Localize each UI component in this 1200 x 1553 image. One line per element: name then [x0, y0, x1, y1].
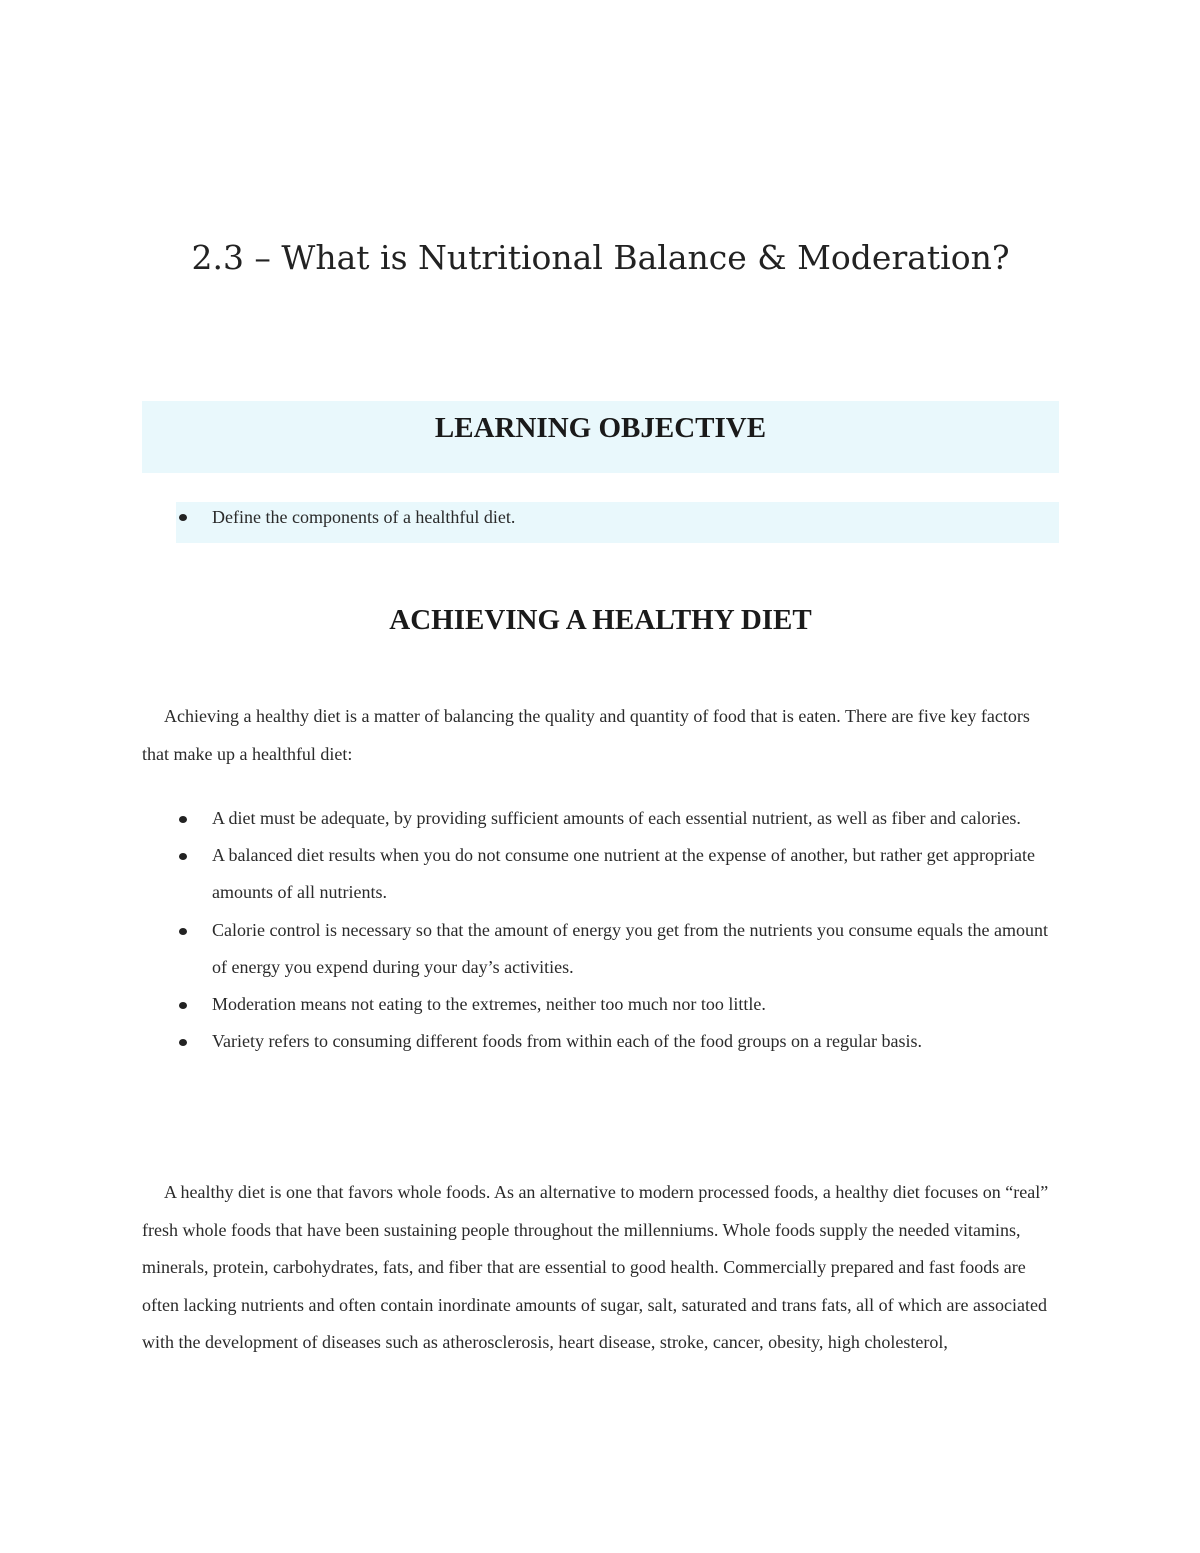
page-title: 2.3 – What is Nutritional Balance & Moderation? — [191, 238, 1010, 277]
factor-item-variety: Variety refers to consuming different foods from within each of the food groups on a regular basis. — [176, 1023, 1059, 1060]
document-page — [142, 0, 1059, 1553]
learning-objective-item: Define the components of a healthful diet. — [176, 502, 1059, 533]
section-heading: ACHIEVING A HEALTHY DIET — [389, 604, 812, 636]
factor-item-calorie-control: Calorie control is necessary so that the amount of energy you get from the nutrients you consume equals the amount of energy you expend during your day’s activities. — [176, 912, 1059, 986]
body-paragraph: A healthy diet is one that favors whole foods. As an alternative to modern processed foods, a healthy diet focuses on “real” fresh whole foods that have been sustaining people throughout the millenniums. Whole foods supply the needed vitamins, minerals, protein, carbohydrates, fats, and fiber that are essential to good health. Commercially prepared and fast foods are often lacking nutrients and often contain inordinate amounts of sugar, salt, saturated and trans fats, all of which are associated with the development of diseases such as atherosclerosis, heart disease, stroke, cancer, obesity, high cholesterol, — [142, 1182, 1049, 1352]
learning-objective-heading: LEARNING OBJECTIVE — [434, 412, 767, 444]
intro-paragraph: Achieving a healthy diet is a matter of balancing the quality and quantity of food that is eaten. There are five key factors that make up a healthful diet: — [142, 706, 1030, 764]
factor-item-moderation: Moderation means not eating to the extremes, neither too much nor too little. — [176, 986, 1059, 1023]
learning-objective-list — [176, 502, 1059, 543]
key-factors-list — [176, 800, 1059, 1060]
factor-item-balance: A balanced diet results when you do not consume one nutrient at the expense of another, but rather get appropriate amounts of all nutrients. — [176, 837, 1059, 911]
learning-objective-header — [142, 401, 1059, 473]
factor-item-adequacy: A diet must be adequate, by providing sufficient amounts of each essential nutrient, as well as fiber and calories. — [176, 800, 1059, 837]
